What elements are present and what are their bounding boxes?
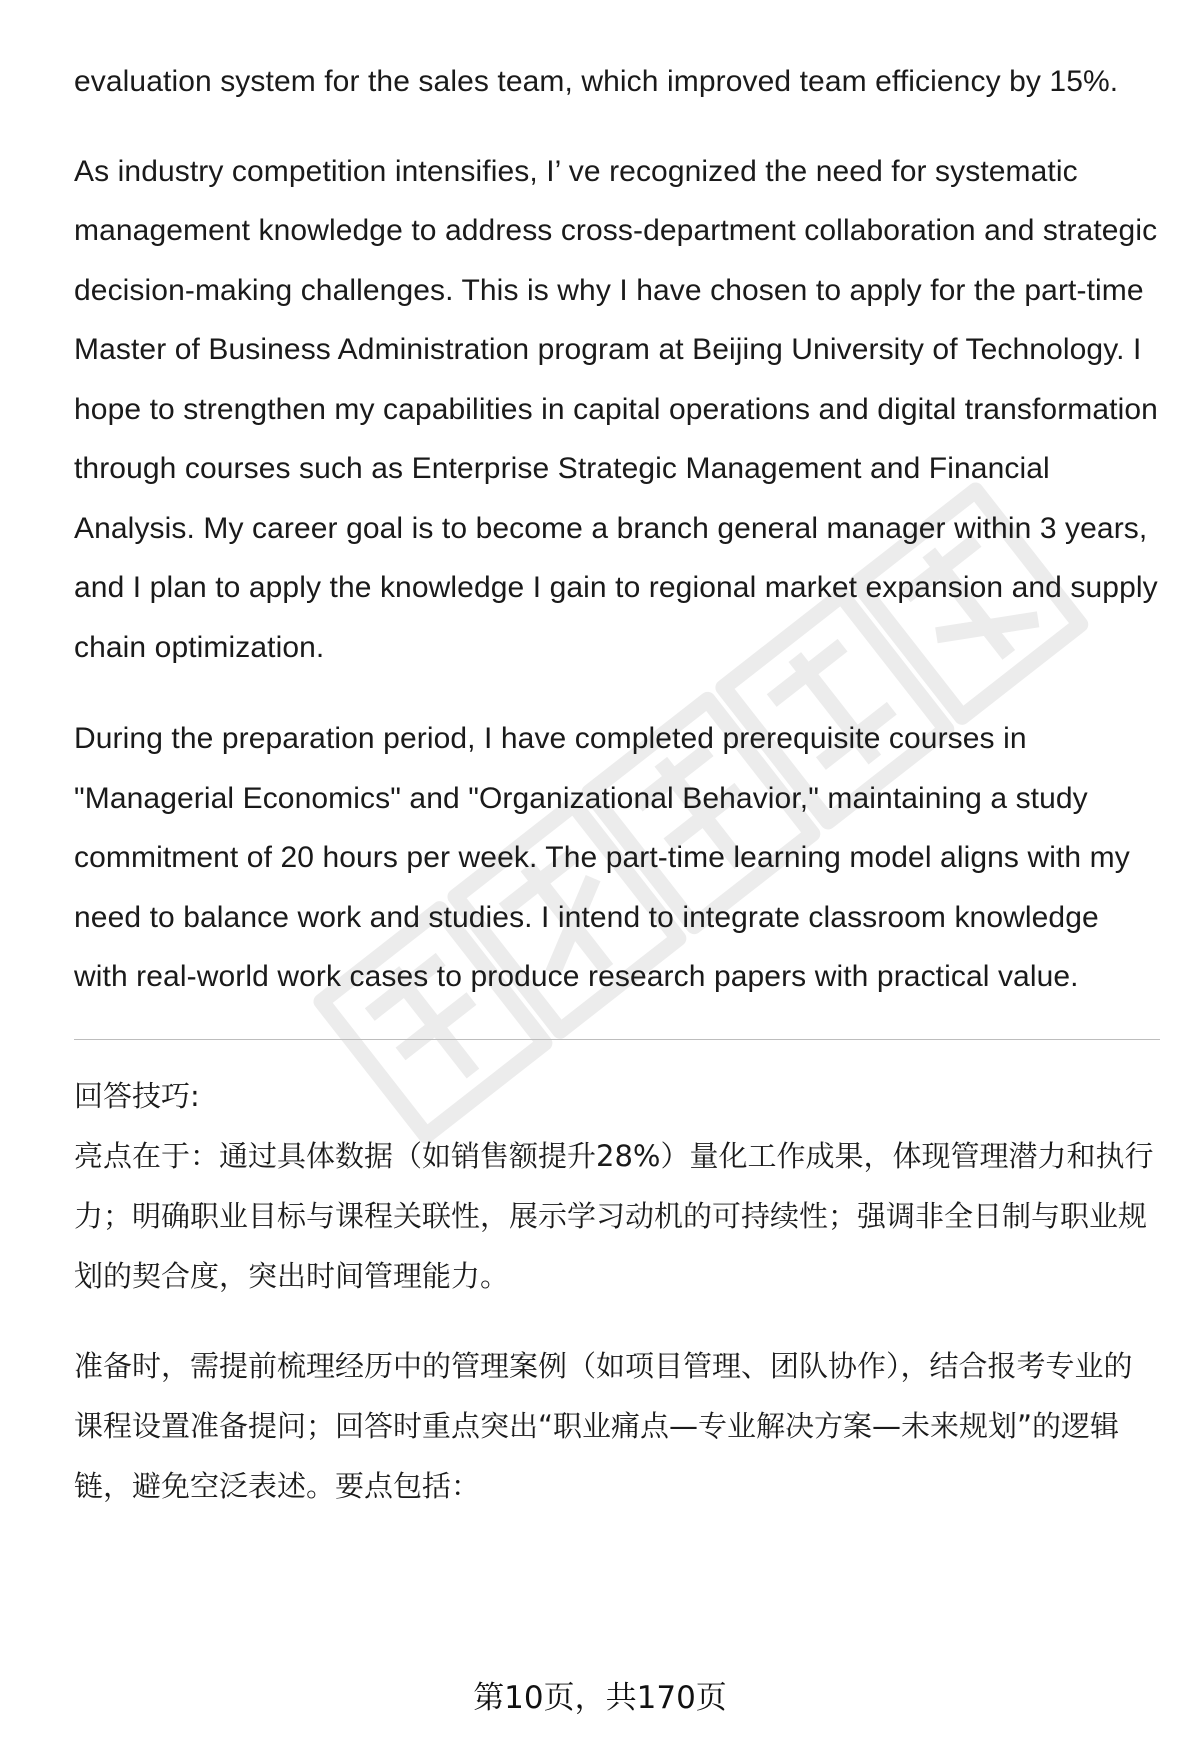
section-divider xyxy=(74,1039,1160,1040)
tips-paragraph: 准备时，需提前梳理经历中的管理案例（如项目管理、团队协作），结合报考专业的课程设置准备提问；回答时重点突出“职业痛点—专业解决方案—未来规划”的逻辑链，避免空泛表述。要点包括： xyxy=(74,1348,1133,1503)
page-content xyxy=(74,52,1160,1546)
body-paragraph: As industry competition intensifies, I’ ve recognized the need for systematic management knowledge to address cross-department collaboration and strategic decision-making challenges. This is why I have chosen to apply for the part-time Master of Business Administration program at Beijing University of Technology. I hope to strengthen my capabilities in capital operations and digital transformation through courses such as Enterprise Strategic Management and Financial Analysis. My career goal is to become a branch general manager within 3 years, and I plan to apply the knowledge I gain to regional market expansion and supply chain optimization. xyxy=(74,154,1158,664)
page-number-footer: 第10页，共170页 xyxy=(473,1680,727,1716)
tips-heading: 回答技巧: xyxy=(74,1078,200,1113)
body-paragraph: During the preparation period, I have completed prerequisite courses in "Managerial Economics" and "Organizational Behavior," maintaining a study commitment of 20 hours per week. The part-time learning model aligns with my need to balance work and studies. I intend to integrate classroom knowledge with real-world work cases to produce research papers with practical value. xyxy=(74,722,1130,993)
body-paragraph: evaluation system for the sales team, which improved team efficiency by 15%. xyxy=(74,65,1119,98)
tips-paragraph: 亮点在于：通过具体数据（如销售额提升28%）量化工作成果，体现管理潜力和执行力；明确职业目标与课程关联性，展示学习动机的可持续性；强调非全日制与职业规划的契合度，突出时间管理能力。 xyxy=(74,1138,1154,1293)
